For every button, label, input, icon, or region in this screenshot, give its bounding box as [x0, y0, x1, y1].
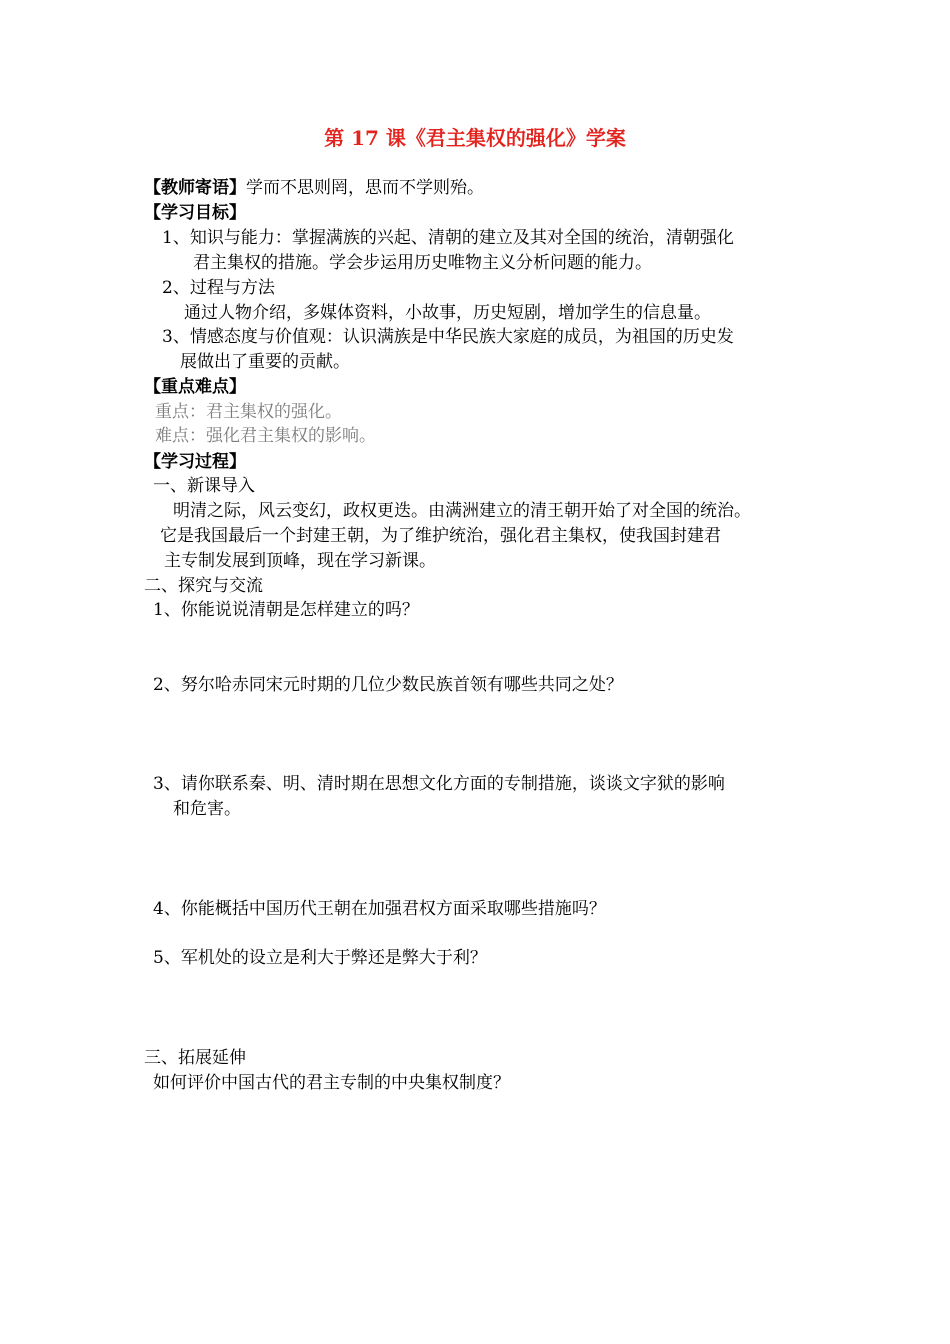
intro-line-3: 主专制发展到顶峰，现在学习新课。	[164, 551, 436, 571]
page-title: 第 17 课《君主集权的强化》学案	[324, 126, 626, 150]
question-4: 4、你能概括中国历代王朝在加强君权方面采取哪些措施吗？	[153, 899, 606, 919]
question-3-line-2: 和危害。	[173, 799, 241, 819]
question-1: 1、你能说说清朝是怎样建立的吗？	[153, 600, 419, 620]
question-3-line-1: 3、请你联系秦、明、清时期在思想文化方面的专制措施，谈谈文字狱的影响	[153, 774, 725, 794]
objectives-heading: 【学习目标】	[144, 203, 246, 223]
objective-3-line-2: 展做出了重要的贡献。	[180, 352, 350, 372]
key-points-heading: 【重点难点】	[144, 377, 246, 397]
objective-1-line-2: 君主集权的措施。学会步运用历史唯物主义分析问题的能力。	[193, 253, 652, 273]
question-5: 5、军机处的设立是利大于弊还是弊大于利？	[153, 948, 487, 968]
intro-line-1: 明清之际，风云变幻，政权更迭。由满洲建立的清王朝开始了对全国的统治。	[173, 501, 751, 521]
part-2-heading: 二、探究与交流	[144, 576, 263, 596]
objective-3-line-1: 3、情感态度与价值观：认识满族是中华民族大家庭的成员，为祖国的历史发	[162, 327, 734, 347]
teacher-message-text: 学而不思则罔，思而不学则殆。	[246, 178, 484, 198]
extension-question: 如何评价中国古代的君主专制的中央集权制度？	[153, 1073, 510, 1093]
teacher-message-line	[144, 177, 484, 199]
objective-1-line-1: 1、知识与能力：掌握满族的兴起、清朝的建立及其对全国的统治，清朝强化	[162, 228, 734, 248]
question-2: 2、努尔哈赤同宋元时期的几位少数民族首领有哪些共同之处？	[153, 675, 623, 695]
objective-2-text: 通过人物介绍，多媒体资料，小故事，历史短剧，增加学生的信息量。	[184, 303, 711, 323]
process-heading: 【学习过程】	[144, 452, 246, 472]
part-1-heading: 一、新课导入	[153, 476, 255, 496]
intro-line-2: 它是我国最后一个封建王朝，为了维护统治，强化君主集权，使我国封建君	[160, 526, 721, 546]
key-point: 重点：君主集权的强化。	[155, 402, 342, 422]
part-3-heading: 三、拓展延伸	[144, 1048, 246, 1068]
difficult-point: 难点：强化君主集权的影响。	[155, 426, 376, 446]
objective-2-heading: 2、过程与方法	[162, 278, 275, 298]
teacher-message-label: 【教师寄语】	[144, 178, 246, 198]
